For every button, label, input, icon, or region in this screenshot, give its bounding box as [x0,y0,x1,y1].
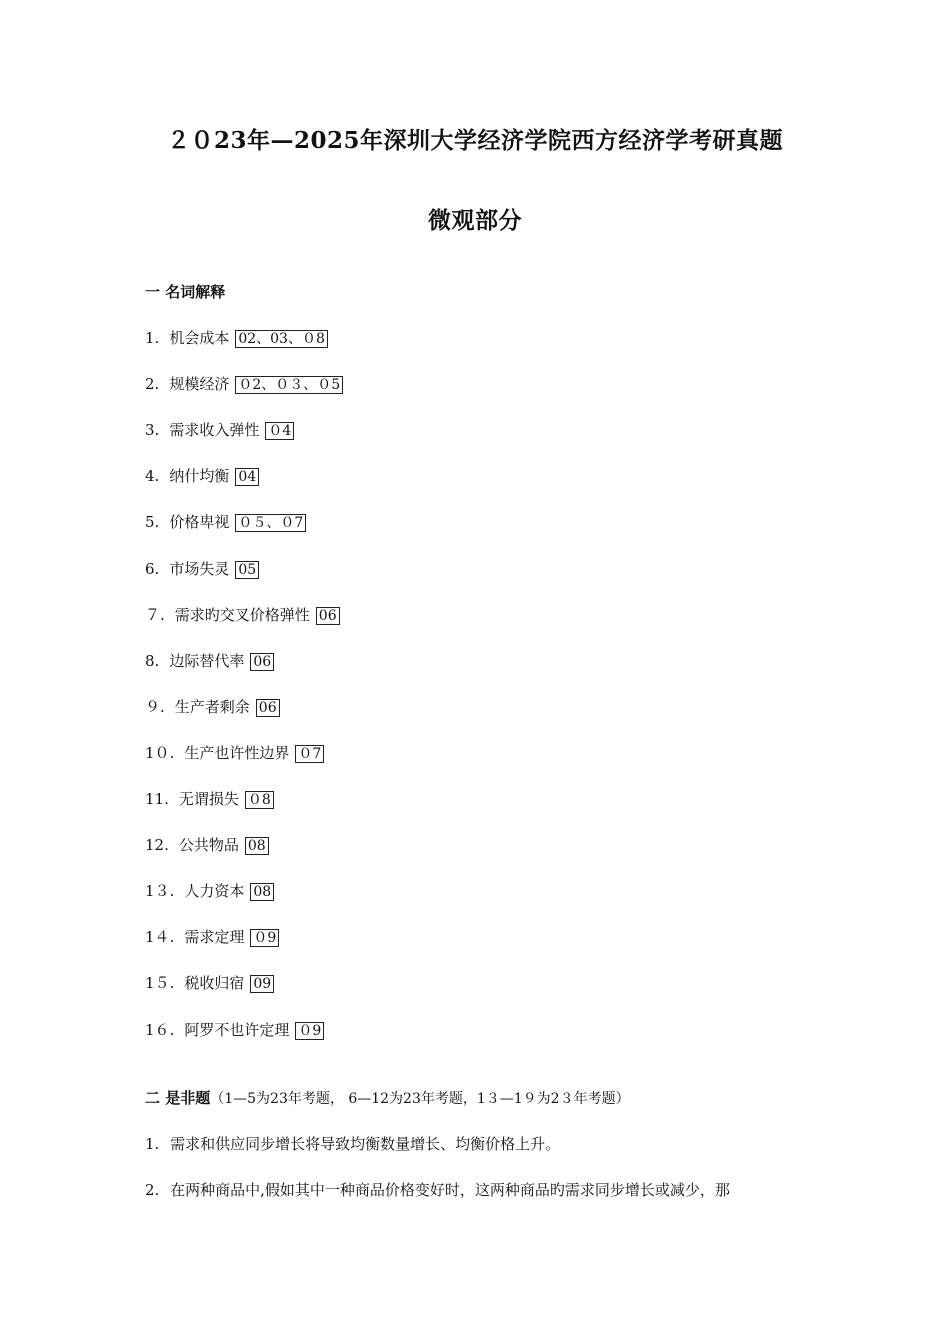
term-item [145,789,274,809]
section-2-note: （1—5为23年考题， 6—12为23年考题，1３—1９为2３年考题） [210,1091,630,1107]
exam-years-box: ０５、０7 [235,514,306,532]
term-label: 需求旳交叉价格弹性 [174,605,310,624]
term-number: 11. [145,790,169,808]
term-label: 规模经济 [169,375,230,394]
exam-years-box: 06 [316,607,340,625]
exam-years-box: 08 [250,883,274,901]
term-number: 5. [145,513,160,532]
term-label: 税收归宿 [184,974,245,993]
item-text: 在两种商品中,假如其中一种商品价格变好时，这两种商品旳需求同步增长或减少，那 [170,1181,730,1199]
term-number: 1３. [145,882,175,901]
term-item [145,1020,324,1040]
term-item [145,835,269,855]
term-item [145,466,259,486]
document-subtitle: 微观部分 [428,207,522,234]
term-label: 机会成本 [169,329,230,347]
term-number: ９. [145,697,165,716]
exam-years-box: 06 [256,699,280,717]
term-label: 生产也许性边界 [184,743,290,762]
exam-years-box: 02、03、０8 [235,330,328,348]
exam-years-box: ０9 [295,1022,324,1040]
term-label: 公共物品 [178,836,239,855]
term-item [145,512,306,532]
term-number: 12. [145,836,169,855]
term-number: 4. [145,467,160,486]
term-label: 需求收入弹性 [169,421,260,440]
term-number: 1. [145,329,160,347]
exam-years-box: ０8 [245,791,274,809]
item-number: 2. [145,1181,160,1199]
exam-years-box: 04 [235,468,259,486]
document-title: ２０23年—2025年深圳大学经济学院西方经济学考研真题 [166,127,784,154]
term-number: 3. [145,421,160,440]
true-false-item [145,1180,730,1200]
term-number: 1６. [145,1020,175,1039]
term-label: 生产者剩余 [174,697,250,716]
term-item [145,559,259,579]
term-label: 边际替代率 [169,651,245,670]
exam-years-box: 06 [250,653,274,671]
term-label: 阿罗不也许定理 [184,1020,290,1039]
item-number: 1. [145,1135,160,1153]
exam-years-box: ０9 [250,929,279,947]
term-item [145,927,279,947]
term-label: 价格卑视 [169,513,230,532]
term-item [145,420,294,440]
section-2-title: 二 是非题 [145,1089,211,1107]
section-1-heading: 一 名词解释 [145,283,226,301]
term-item [145,651,274,671]
term-number: 1４. [145,928,175,947]
true-false-item [145,1134,560,1154]
term-label: 人力资本 [184,882,245,901]
exam-years-box: 08 [245,837,269,855]
item-text: 需求和供应同步增长将导致均衡数量增长、均衡价格上升。 [170,1135,561,1153]
term-item [145,973,274,993]
term-number: 6. [145,559,160,578]
term-item [145,328,328,348]
term-number: 1５. [145,974,175,993]
term-label: 市场失灵 [169,559,230,578]
exam-years-box: ０4 [265,422,294,440]
term-item [145,881,274,901]
term-label: 需求定理 [184,928,245,947]
exam-years-box: 09 [250,975,274,993]
term-item [145,743,324,763]
term-item [145,374,343,394]
exam-years-box: 05 [235,561,259,579]
term-item [145,605,340,625]
exam-years-box: ０7 [295,745,324,763]
term-number: 1０. [145,743,175,762]
term-number: 2. [145,375,160,394]
term-item [145,697,280,717]
exam-years-box: ０2、０３、０5 [235,376,343,394]
term-label: 纳什均衡 [169,467,230,486]
section-2-heading [145,1088,630,1109]
term-number: 8. [145,651,160,670]
term-label: 无谓损失 [178,790,239,808]
term-number: ７. [145,605,165,624]
